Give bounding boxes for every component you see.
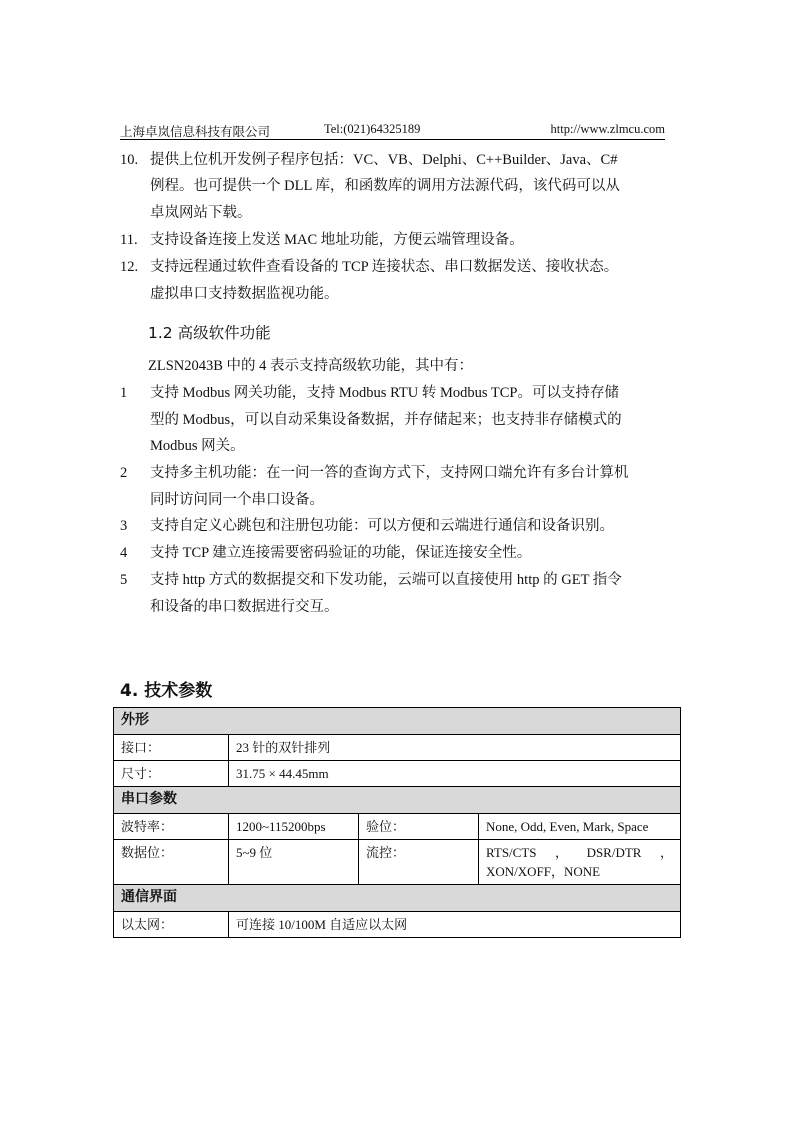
flow-sep: ，	[659, 845, 673, 860]
table-group-row	[114, 787, 681, 814]
eth-label: 以太网：	[114, 912, 229, 938]
parity-value: None, Odd, Even, Mark, Space	[479, 814, 681, 840]
flow-label: 流控：	[359, 840, 479, 885]
list-item-number: 11.	[120, 232, 138, 248]
list-item-line: 支持设备连接上发送 MAC 地址功能，方便云端管理设备。	[150, 232, 524, 248]
databits-value: 5~9 位	[229, 840, 359, 885]
list-item-number: 12.	[120, 259, 139, 275]
spec-table	[113, 707, 681, 938]
interface-value: 23 针的双针排列	[229, 735, 681, 761]
group-serial: 串口参数	[114, 787, 681, 814]
list-item-number: 5	[120, 572, 128, 588]
list-item-line: 支持自定义心跳包和注册包功能：可以方便和云端进行通信和设备识别。	[150, 518, 614, 534]
list-item-line: 同时访问同一个串口设备。	[150, 492, 324, 508]
flow-line-1	[486, 843, 673, 862]
list-item-number: 1	[120, 385, 128, 401]
flow-sep: ，	[555, 845, 569, 860]
list-item-line: 提供上位机开发例子程序包括：VC、VB、Delphi、C++Builder、Java、C#	[150, 152, 618, 168]
list-item-number: 10.	[120, 152, 139, 168]
flow-value	[479, 840, 681, 885]
list-item-number: 3	[120, 518, 128, 534]
table-row	[114, 912, 681, 938]
list-item-line: 支持 Modbus 网关功能，支持 Modbus RTU 转 Modbus TCP。可以支持存储	[150, 385, 619, 401]
size-value: 31.75 × 44.45mm	[229, 761, 681, 787]
list-item-line: 虚拟串口支持数据监视功能。	[150, 286, 339, 302]
table-row	[114, 735, 681, 761]
table-group-row	[114, 708, 681, 735]
intro-text: ZLSN2043B 中的 4 表示支持高级软功能，其中有：	[148, 358, 474, 374]
table-row	[114, 840, 681, 885]
header-tel: Tel:(021)64325189	[324, 122, 421, 136]
flow-rts: RTS/CTS	[486, 845, 537, 860]
list-item-line: 卓岚网站下载。	[150, 205, 252, 221]
interface-label: 接口：	[114, 735, 229, 761]
group-comm: 通信界面	[114, 885, 681, 912]
eth-value: 可连接 10/100M 自适应以太网	[229, 912, 681, 938]
section-title: 1.2 高级软件功能	[148, 324, 271, 342]
table-row	[114, 761, 681, 787]
baud-value: 1200~115200bps	[229, 814, 359, 840]
parity-label: 验位：	[359, 814, 479, 840]
list-item-line: Modbus 网关。	[150, 438, 245, 454]
list-item-line: 支持 http 方式的数据提交和下发功能，云端可以直接使用 http 的 GET 指令	[150, 572, 622, 588]
list-item-line: 和设备的串口数据进行交互。	[150, 599, 339, 615]
flow-dsr: DSR/DTR	[586, 845, 642, 860]
flow-xon: XON/XOFF，NONE	[486, 864, 601, 879]
table-row	[114, 814, 681, 840]
list-item-number: 4	[120, 545, 128, 561]
list-item-line: 型的 Modbus，可以自动采集设备数据，并存储起来；也支持非存储模式的	[150, 412, 622, 428]
baud-label: 波特率：	[114, 814, 229, 840]
group-appearance: 外形	[114, 708, 681, 735]
table-group-row	[114, 885, 681, 912]
size-label: 尺寸：	[114, 761, 229, 787]
databits-label: 数据位：	[114, 840, 229, 885]
list-item-line: 支持 TCP 建立连接需要密码验证的功能，保证连接安全性。	[150, 545, 532, 561]
page-header	[120, 121, 665, 140]
list-item-number: 2	[120, 465, 128, 481]
header-company: 上海卓岚信息科技有限公司	[120, 125, 271, 139]
list-item-line: 支持远程通过软件查看设备的 TCP 连接状态、串口数据发送、接收状态。	[150, 259, 619, 275]
spec-heading: 4. 技术参数	[120, 681, 213, 701]
list-item-line: 例程。也可提供一个 DLL 库，和函数库的调用方法源代码，该代码可以从	[150, 178, 620, 194]
list-item-line: 支持多主机功能：在一问一答的查询方式下，支持网口端允许有多台计算机	[150, 465, 629, 481]
header-url: http://www.zlmcu.com	[550, 122, 665, 136]
